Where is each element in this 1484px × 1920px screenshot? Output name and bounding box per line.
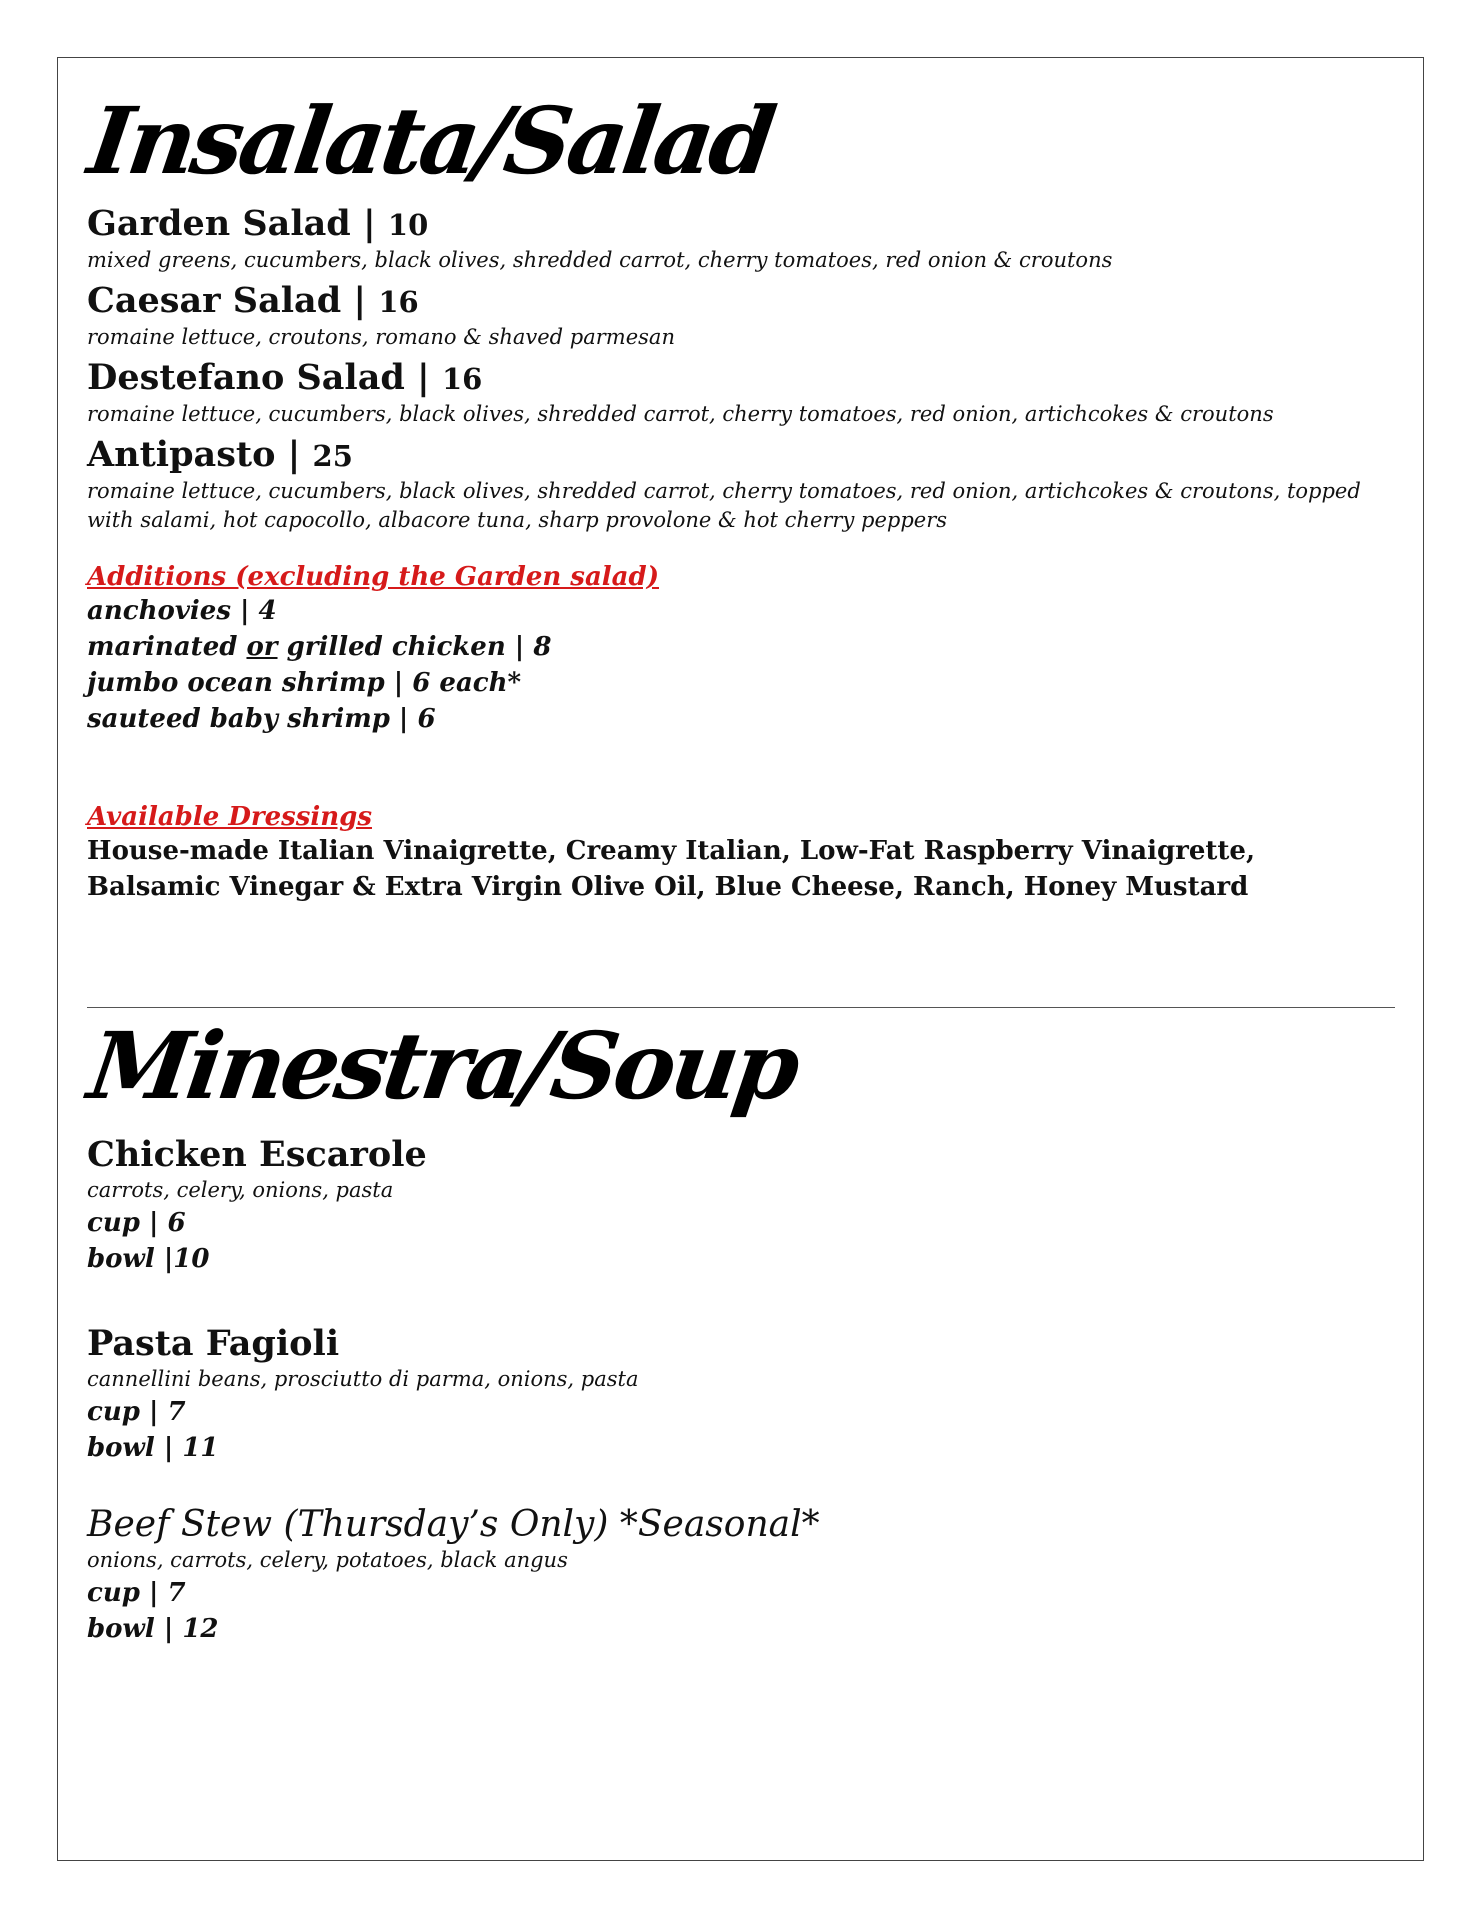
soup-item-beef-stew [87, 1504, 1407, 1647]
bowl-price: bowl |10 [87, 1244, 210, 1274]
addition-baby-shrimp: sauteed baby shrimp | 6 [87, 704, 436, 734]
salad-section-title: Insalata/Salad [82, 87, 779, 195]
bowl-price: bowl | 11 [87, 1433, 219, 1463]
item-description: romaine lettuce, cucumbers, black olives, shredded carrot, cherry tomatoes, red onion, artichcokes & croutons [87, 402, 1274, 426]
item-name: Pasta Fagioli [87, 1323, 340, 1364]
salad-item-caesar [87, 280, 1407, 352]
menu-content [82, 87, 1407, 905]
item-name: Chicken Escarole [87, 1134, 427, 1175]
soup-item-pasta-fagioli [87, 1323, 1407, 1466]
item-price: 16 [441, 362, 483, 396]
item-description: romaine lettuce, cucumbers, black olives, shredded carrot, cherry tomatoes, red onion, artichcokes & croutons, topped with salami, hot capocollo, albacore tuna, sharp provolone & hot cherry peppers [87, 479, 1361, 532]
item-name: Caesar Salad | 16 [87, 280, 419, 321]
salad-item-garden [87, 203, 1407, 275]
additions-heading: Additions (excluding the Garden salad) [87, 562, 659, 592]
addition-anchovies: anchovies | 4 [87, 596, 277, 626]
salad-item-destefano [87, 357, 1407, 429]
item-description: cannellini beans, prosciutto di parma, onions, pasta [87, 1367, 639, 1391]
salad-item-antipasto [87, 434, 1407, 535]
item-description: carrots, celery, onions, pasta [87, 1178, 394, 1202]
addition-chicken: marinated or grilled chicken | 8 [87, 632, 552, 662]
addition-jumbo-shrimp: jumbo ocean shrimp | 6 each* [87, 668, 522, 698]
item-description: romaine lettuce, croutons, romano & shaved parmesan [87, 325, 675, 349]
cup-price: cup | 6 [87, 1208, 186, 1238]
cup-price: cup | 7 [87, 1397, 186, 1427]
item-name: Beef Stew (Thursday’s Only) *Seasonal* [87, 1504, 820, 1545]
section-divider [87, 1007, 1395, 1008]
soup-content [82, 1012, 1407, 1647]
item-description: mixed greens, cucumbers, black olives, shredded carrot, cherry tomatoes, red onion & croutons [87, 248, 1113, 272]
item-name: Destefano Salad | 16 [87, 357, 483, 398]
dressings-heading: Available Dressings [87, 802, 372, 832]
cup-price: cup | 7 [87, 1578, 186, 1608]
item-description: onions, carrots, celery, potatoes, black angus [87, 1548, 568, 1572]
bowl-price: bowl | 12 [87, 1614, 219, 1644]
dressings-list: House-made Italian Vinaigrette, Creamy Italian, Low-Fat Raspberry Vinaigrette, Balsamic Vinegar & Extra Virgin Olive Oil, Blue Cheese, Ranch, Honey Mustard [87, 836, 1256, 902]
item-name: Antipasto | 25 [87, 434, 353, 475]
dressings-block [87, 801, 1407, 905]
item-price: 25 [312, 439, 353, 473]
soup-item-chicken-escarole [87, 1134, 1407, 1277]
item-price: 10 [387, 208, 429, 242]
additions-block [87, 561, 1407, 737]
item-price: 16 [378, 285, 419, 319]
item-name: Garden Salad | 10 [87, 203, 429, 244]
soup-section-title: Minestra/Soup [82, 1012, 803, 1120]
